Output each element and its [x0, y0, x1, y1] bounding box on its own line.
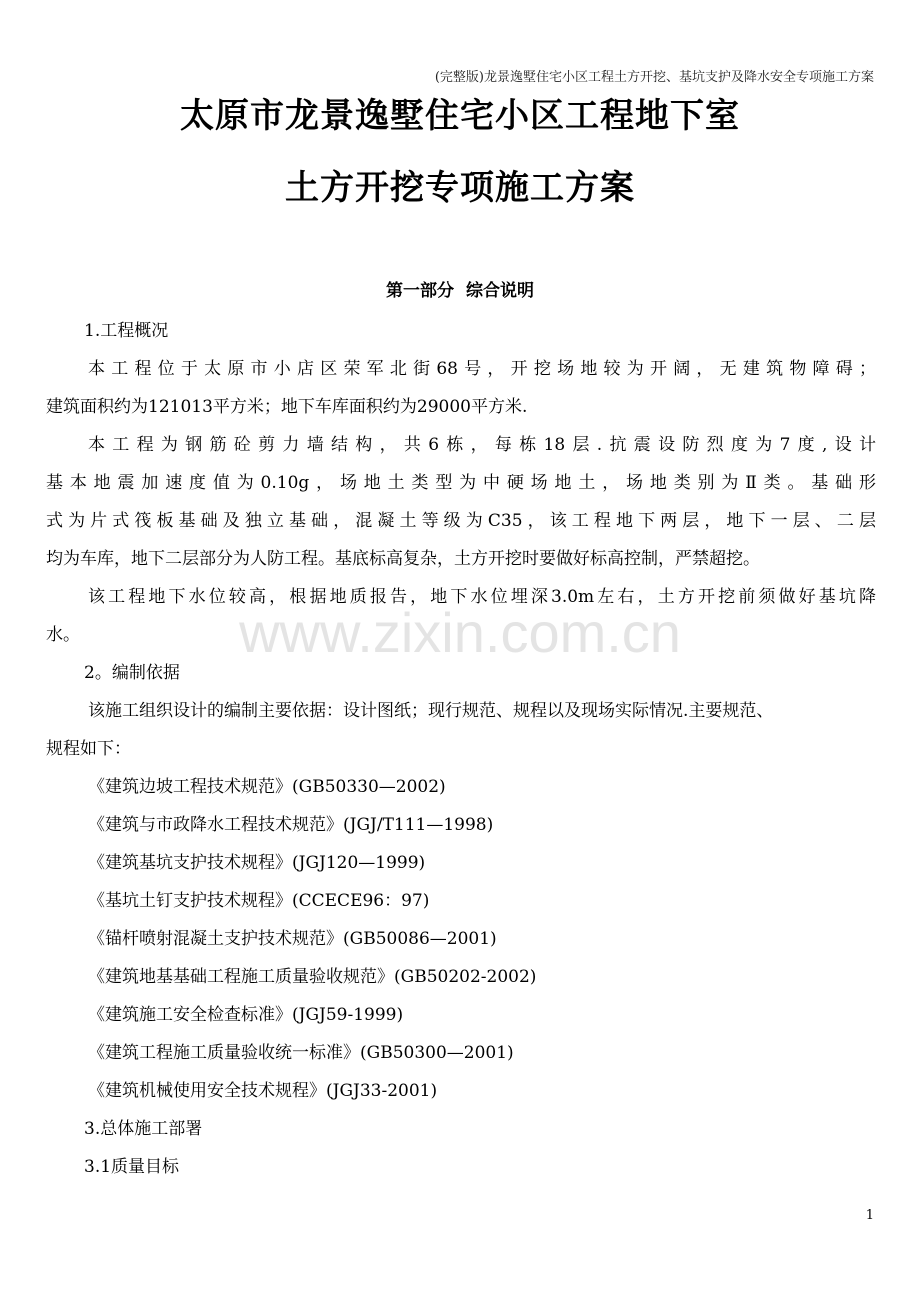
- standard-list-item: 《建筑机械使用安全技术规程》(JGJ33-2001): [88, 1081, 438, 1101]
- document-title-line-1: 太原市龙景逸墅住宅小区工程地下室: [180, 96, 740, 136]
- section-heading: 第一部分 综合说明: [386, 281, 534, 301]
- running-header: (完整版)龙景逸墅住宅小区工程土方开挖、基坑支护及降水安全专项施工方案: [434, 70, 874, 85]
- heading-basis: 2。编制依据: [84, 663, 180, 683]
- standard-list-item: 《锚杆喷射混凝土支护技术规范》(GB50086—2001): [88, 929, 497, 949]
- paragraph-line: 式为片式筏板基础及独立基础，混凝土等级为C35，该工程地下两层，地下一层、二层: [46, 511, 876, 531]
- page-number: 1: [865, 1208, 874, 1223]
- document-body: [46, 312, 876, 1186]
- paragraph-line: 水。: [46, 625, 80, 645]
- heading-project-overview: 1.工程概况: [84, 321, 169, 341]
- standard-list-item: 《建筑基坑支护技术规程》(JGJ120—1999): [88, 853, 426, 873]
- standard-list-item: 《建筑与市政降水工程技术规范》(JGJ/T111—1998): [88, 815, 494, 835]
- paragraph-line: 该工程地下水位较高，根据地质报告，地下水位埋深3.0m左右，土方开挖前须做好基坑降: [88, 587, 876, 607]
- paragraph-line: 建筑面积约为121013平方米；地下车库面积约为29000平方米.: [46, 397, 528, 417]
- standard-list-item: 《建筑工程施工质量验收统一标准》(GB50300—2001): [88, 1043, 514, 1063]
- paragraph-line: 基本地震加速度值为0.10g，场地土类型为中硬场地土，场地类别为Ⅱ类。基础形: [46, 473, 876, 493]
- standard-list-item: 《建筑地基基础工程施工质量验收规范》(GB50202-2002): [88, 967, 537, 987]
- watermark: www.zixin.com.cn: [239, 601, 681, 664]
- document-title-line-2: 土方开挖专项施工方案: [285, 168, 635, 208]
- standard-list-item: 《建筑边坡工程技术规范》(GB50330—2002): [88, 777, 446, 797]
- paragraph-line: 规程如下：: [46, 739, 131, 759]
- heading-deployment: 3.总体施工部署: [84, 1119, 203, 1139]
- paragraph-line: 该施工组织设计的编制主要依据：设计图纸；现行规范、规程以及现场实际情况.主要规范、: [88, 701, 774, 721]
- paragraph-line: 本工程为钢筋砼剪力墙结构，共6栋，每栋18层.抗震设防烈度为7度,设计: [88, 435, 876, 455]
- standard-list-item: 《建筑施工安全检查标准》(JGJ59-1999): [88, 1005, 404, 1025]
- paragraph-line: 本工程位于太原市小店区荣军北街68号，开挖场地较为开阔，无建筑物障碍；: [88, 359, 876, 379]
- paragraph-line: 均为车库，地下二层部分为人防工程。基底标高复杂，土方开挖时要做好标高控制，严禁超挖。: [46, 549, 760, 569]
- heading-quality-target: 3.1质量目标: [84, 1157, 180, 1177]
- standard-list-item: 《基坑土钉支护技术规程》(CCECE96：97): [88, 891, 430, 911]
